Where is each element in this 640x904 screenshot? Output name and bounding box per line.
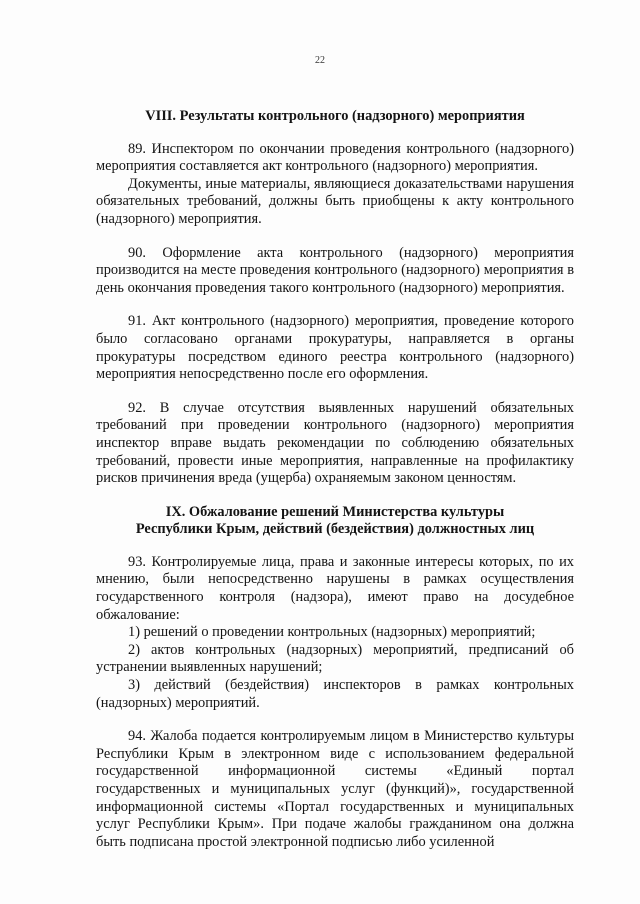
paragraph-91: 91. Акт контрольного (надзорного) мероприятия, проведение которого было согласовано органами прокуратуры, направляется в органы прокуратуры посредством единого реестра контрольного (надзорного) мероприятия непосредственно после его оформления. [96, 313, 574, 383]
paragraph-93-item-3: 3) действий (бездействия) инспекторов в рамках контрольных (надзорных) мероприятий. [96, 677, 574, 711]
paragraph-93-item-2: 2) актов контрольных (надзорных) мероприятий, предписаний об устранении выявленных нарушений; [96, 641, 574, 676]
paragraph-93-item-1: 1) решений о проведении контрольных (надзорных) мероприятий; [128, 624, 536, 641]
section-9-heading-line-2: Республики Крым, действий (бездействия) должностных лиц [135, 521, 535, 538]
paragraph-89-continuation: Документы, иные материалы, являющиеся доказательствами нарушения обязательных требований, должны быть приобщены к акту контрольного (надзорного) мероприятия. [96, 175, 574, 227]
paragraph-93: 93. Контролируемые лица, права и законные интересы которых, по их мнению, были непосредственно нарушены в рамках осуществления государственного контроля (надзора), имеют право на досудебное обжалование: [96, 553, 574, 623]
paragraph-94: 94. Жалоба подается контролируемым лицом в Министерство культуры Республики Крым в электронном виде с использованием федеральной государственной информационной системы «Единый портал государственных и муниципальных услуг (функций)», государственной информационной системы «Портал государственных и муниципальных услуг Республики Крым». При подаче жалобы гражданином она должна быть подписана простой электронной подписью либо усиленной [96, 728, 574, 850]
section-9-heading-line-1: IX. Обжалование решений Министерства культуры [165, 503, 505, 520]
paragraph-89: 89. Инспектором по окончании проведения контрольного (надзорного) мероприятия составляется акт контрольного (надзорного) мероприятия. [96, 140, 574, 175]
paragraph-90: 90. Оформление акта контрольного (надзорного) мероприятия производится на месте проведения контрольного (надзорного) мероприятия в день окончания проведения такого контрольного (надзорного) мероприятия. [96, 244, 574, 296]
document-body [96, 108, 574, 851]
page-number: 22 [315, 55, 325, 66]
paragraph-92: 92. В случае отсутствия выявленных нарушений обязательных требований при проведении контрольного (надзорного) мероприятия инспектор вправе выдать рекомендации по соблюдению обязательных требований, провести иные мероприятия, направленные на профилактику рисков причинения вреда (ущерба) охраняемым законом ценностям. [96, 399, 574, 487]
section-8-heading: VIII. Результаты контрольного (надзорного) мероприятия [145, 108, 525, 124]
